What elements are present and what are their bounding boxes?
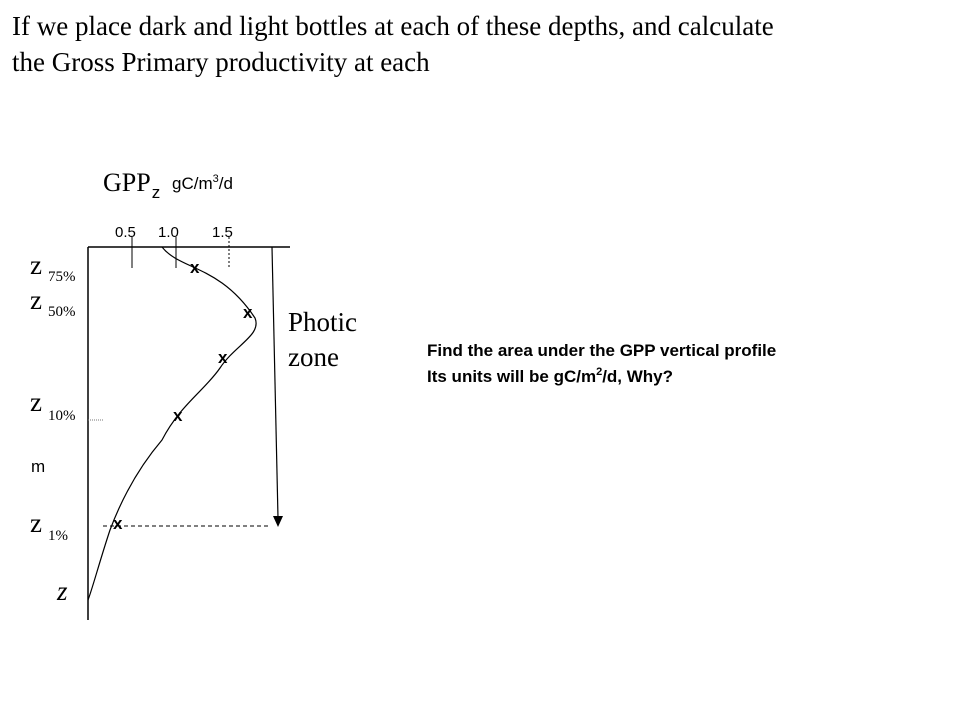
data-point-marker: x	[113, 514, 123, 533]
axis-unit-prefix: gC/m	[172, 174, 213, 193]
heading-line-2: the Gross Primary productivity at each	[12, 47, 430, 77]
depth-label-1: z $_{1\%}$	[30, 508, 68, 544]
depth-axis-label: z	[57, 576, 68, 606]
axis-title-subscript: z	[151, 183, 161, 202]
axis-unit-suffix: /d	[218, 174, 233, 193]
tick-label-1-0: 1.0	[158, 224, 179, 241]
axis-unit-sup: 3	[212, 173, 219, 185]
depth-label-10: z $_{10\%}$	[30, 387, 76, 424]
photic-zone-label-line1: Photic	[288, 307, 358, 337]
data-point-marker: x	[173, 406, 183, 425]
note-line-1: Find the area under the GPP vertical profile	[427, 341, 777, 360]
data-point-marker: x	[243, 303, 253, 322]
data-point-marker: x	[218, 348, 228, 367]
depth-label-75: z $_{75\%}$	[30, 250, 76, 285]
heading-line-1: If we place dark and light bottles at each of these depths, and calculate	[12, 11, 774, 41]
note-line-2: Its units will be $gC/m^2/d$, Why?	[427, 366, 674, 386]
axis-unit	[172, 173, 233, 193]
axis-title	[103, 168, 160, 202]
depth-label-50: z $_{50\%}$	[30, 285, 76, 320]
data-point-marker: x	[190, 258, 200, 277]
tick-label-1-5: 1.5	[212, 224, 233, 241]
photic-zone-arrow-shaft	[272, 247, 278, 518]
axis-title-main: GPP	[103, 168, 151, 197]
tick-label-0-5: 0.5	[115, 224, 136, 241]
depth-unit-label: m	[31, 457, 46, 476]
photic-zone-label-line2: zone	[288, 342, 339, 372]
photic-zone-arrow-head	[273, 516, 283, 527]
